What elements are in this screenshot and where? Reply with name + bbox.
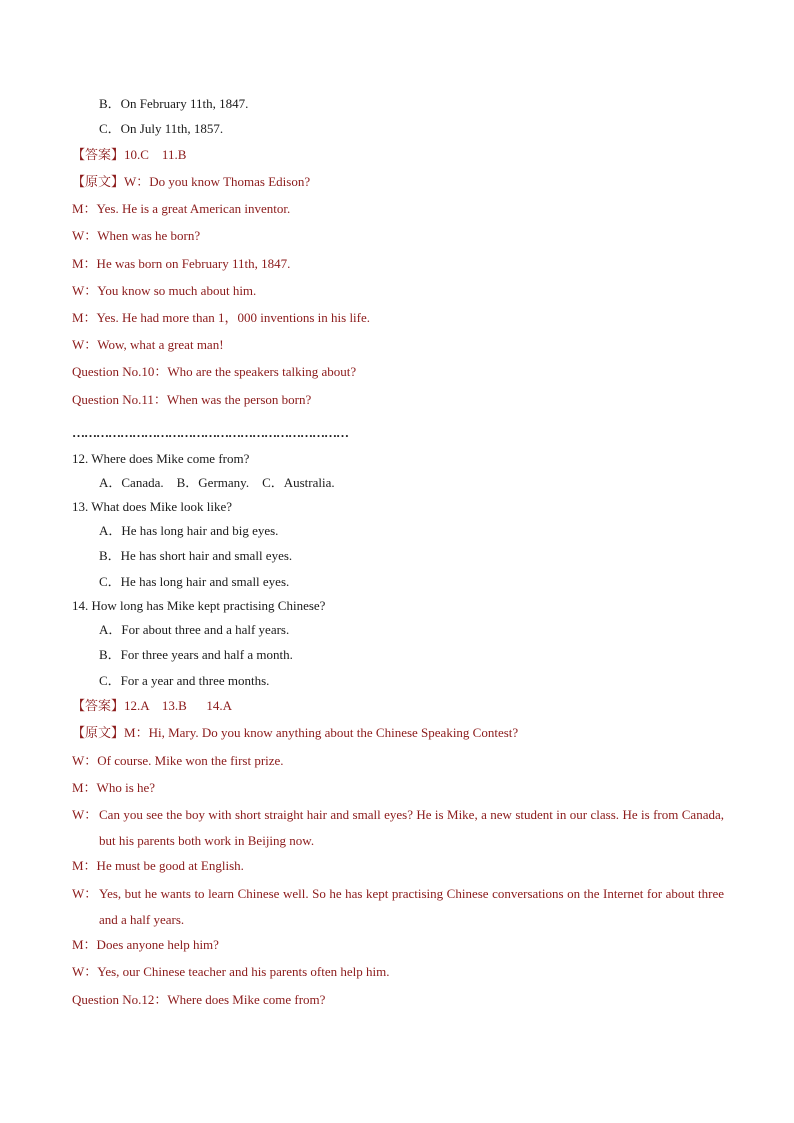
dialogue-line: W：Do you know Thomas Edison? (124, 174, 311, 189)
dialogue-text: Can you see the boy with short straight hair and small eyes? He is Mike, a new student in our class. He is from Canada, but his parents both work in Beijing now. (99, 807, 724, 848)
dialogue-line: W：You know so much about him. (72, 283, 257, 298)
question-line: Question No.10：Who are the speakers talking about? (72, 364, 357, 379)
option-c: C．On July 11th, 1857. (99, 121, 224, 136)
question-12-options: A．Canada. B．Germany. C．Australia. (99, 475, 335, 490)
script-line-2 (72, 724, 518, 742)
dialogue-paragraph (72, 802, 724, 854)
dialogue-text: Yes, but he wants to learn Chinese well. So he has kept practising Chinese conversations on the Internet for about three and a half years. (99, 886, 724, 927)
answer-text: 12.A 13.B 14.A (124, 698, 232, 713)
script-line-1 (72, 173, 310, 191)
question-line: Question No.11：When was the person born? (72, 392, 312, 407)
dialogue-line: W：When was he born? (72, 228, 201, 243)
dialogue-line: W：Yes, our Chinese teacher and his parents often help him. (72, 964, 390, 979)
dialogue-paragraph (72, 881, 724, 933)
separator: …………………………………………………………… (72, 425, 348, 440)
option-b: B．On February 11th, 1847. (99, 96, 249, 111)
dialogue-line: M：He was born on February 11th, 1847. (72, 256, 291, 271)
speaker-label: W： (72, 807, 98, 822)
answer-tag: 【答案】 (72, 698, 125, 713)
option-a: A．For about three and a half years. (99, 622, 290, 637)
option-c: C．For a year and three months. (99, 673, 270, 688)
option-b: B．For three years and half a month. (99, 647, 293, 662)
answer-line-1 (72, 146, 186, 164)
option-a: A．He has long hair and big eyes. (99, 523, 279, 538)
dialogue-line: M：Yes. He had more than 1，000 inventions in his life. (72, 310, 371, 325)
dialogue-line: W：Of course. Mike won the first prize. (72, 753, 284, 768)
dialogue-line: W：Wow, what a great man! (72, 337, 224, 352)
dialogue-line: M：He must be good at English. (72, 858, 244, 873)
script-tag: 【原文】 (72, 174, 125, 189)
speaker-label: W： (72, 886, 98, 901)
question-14: 14. How long has Mike kept practising Chinese? (72, 598, 326, 613)
question-line: Question No.12：Where does Mike come from? (72, 992, 326, 1007)
dialogue-line: M：Who is he? (72, 780, 156, 795)
option-b: B．He has short hair and small eyes. (99, 548, 293, 563)
question-13: 13. What does Mike look like? (72, 499, 233, 514)
dialogue-line: M：Yes. He is a great American inventor. (72, 201, 291, 216)
dialogue-line: M：Hi, Mary. Do you know anything about the Chinese Speaking Contest? (124, 725, 519, 740)
answer-tag: 【答案】 (72, 147, 125, 162)
question-12: 12. Where does Mike come from? (72, 451, 250, 466)
dialogue-line: M：Does anyone help him? (72, 937, 219, 952)
option-c: C．He has long hair and small eyes. (99, 574, 290, 589)
script-tag: 【原文】 (72, 725, 125, 740)
answer-line-2 (72, 697, 232, 715)
answer-text: 10.C 11.B (124, 147, 187, 162)
